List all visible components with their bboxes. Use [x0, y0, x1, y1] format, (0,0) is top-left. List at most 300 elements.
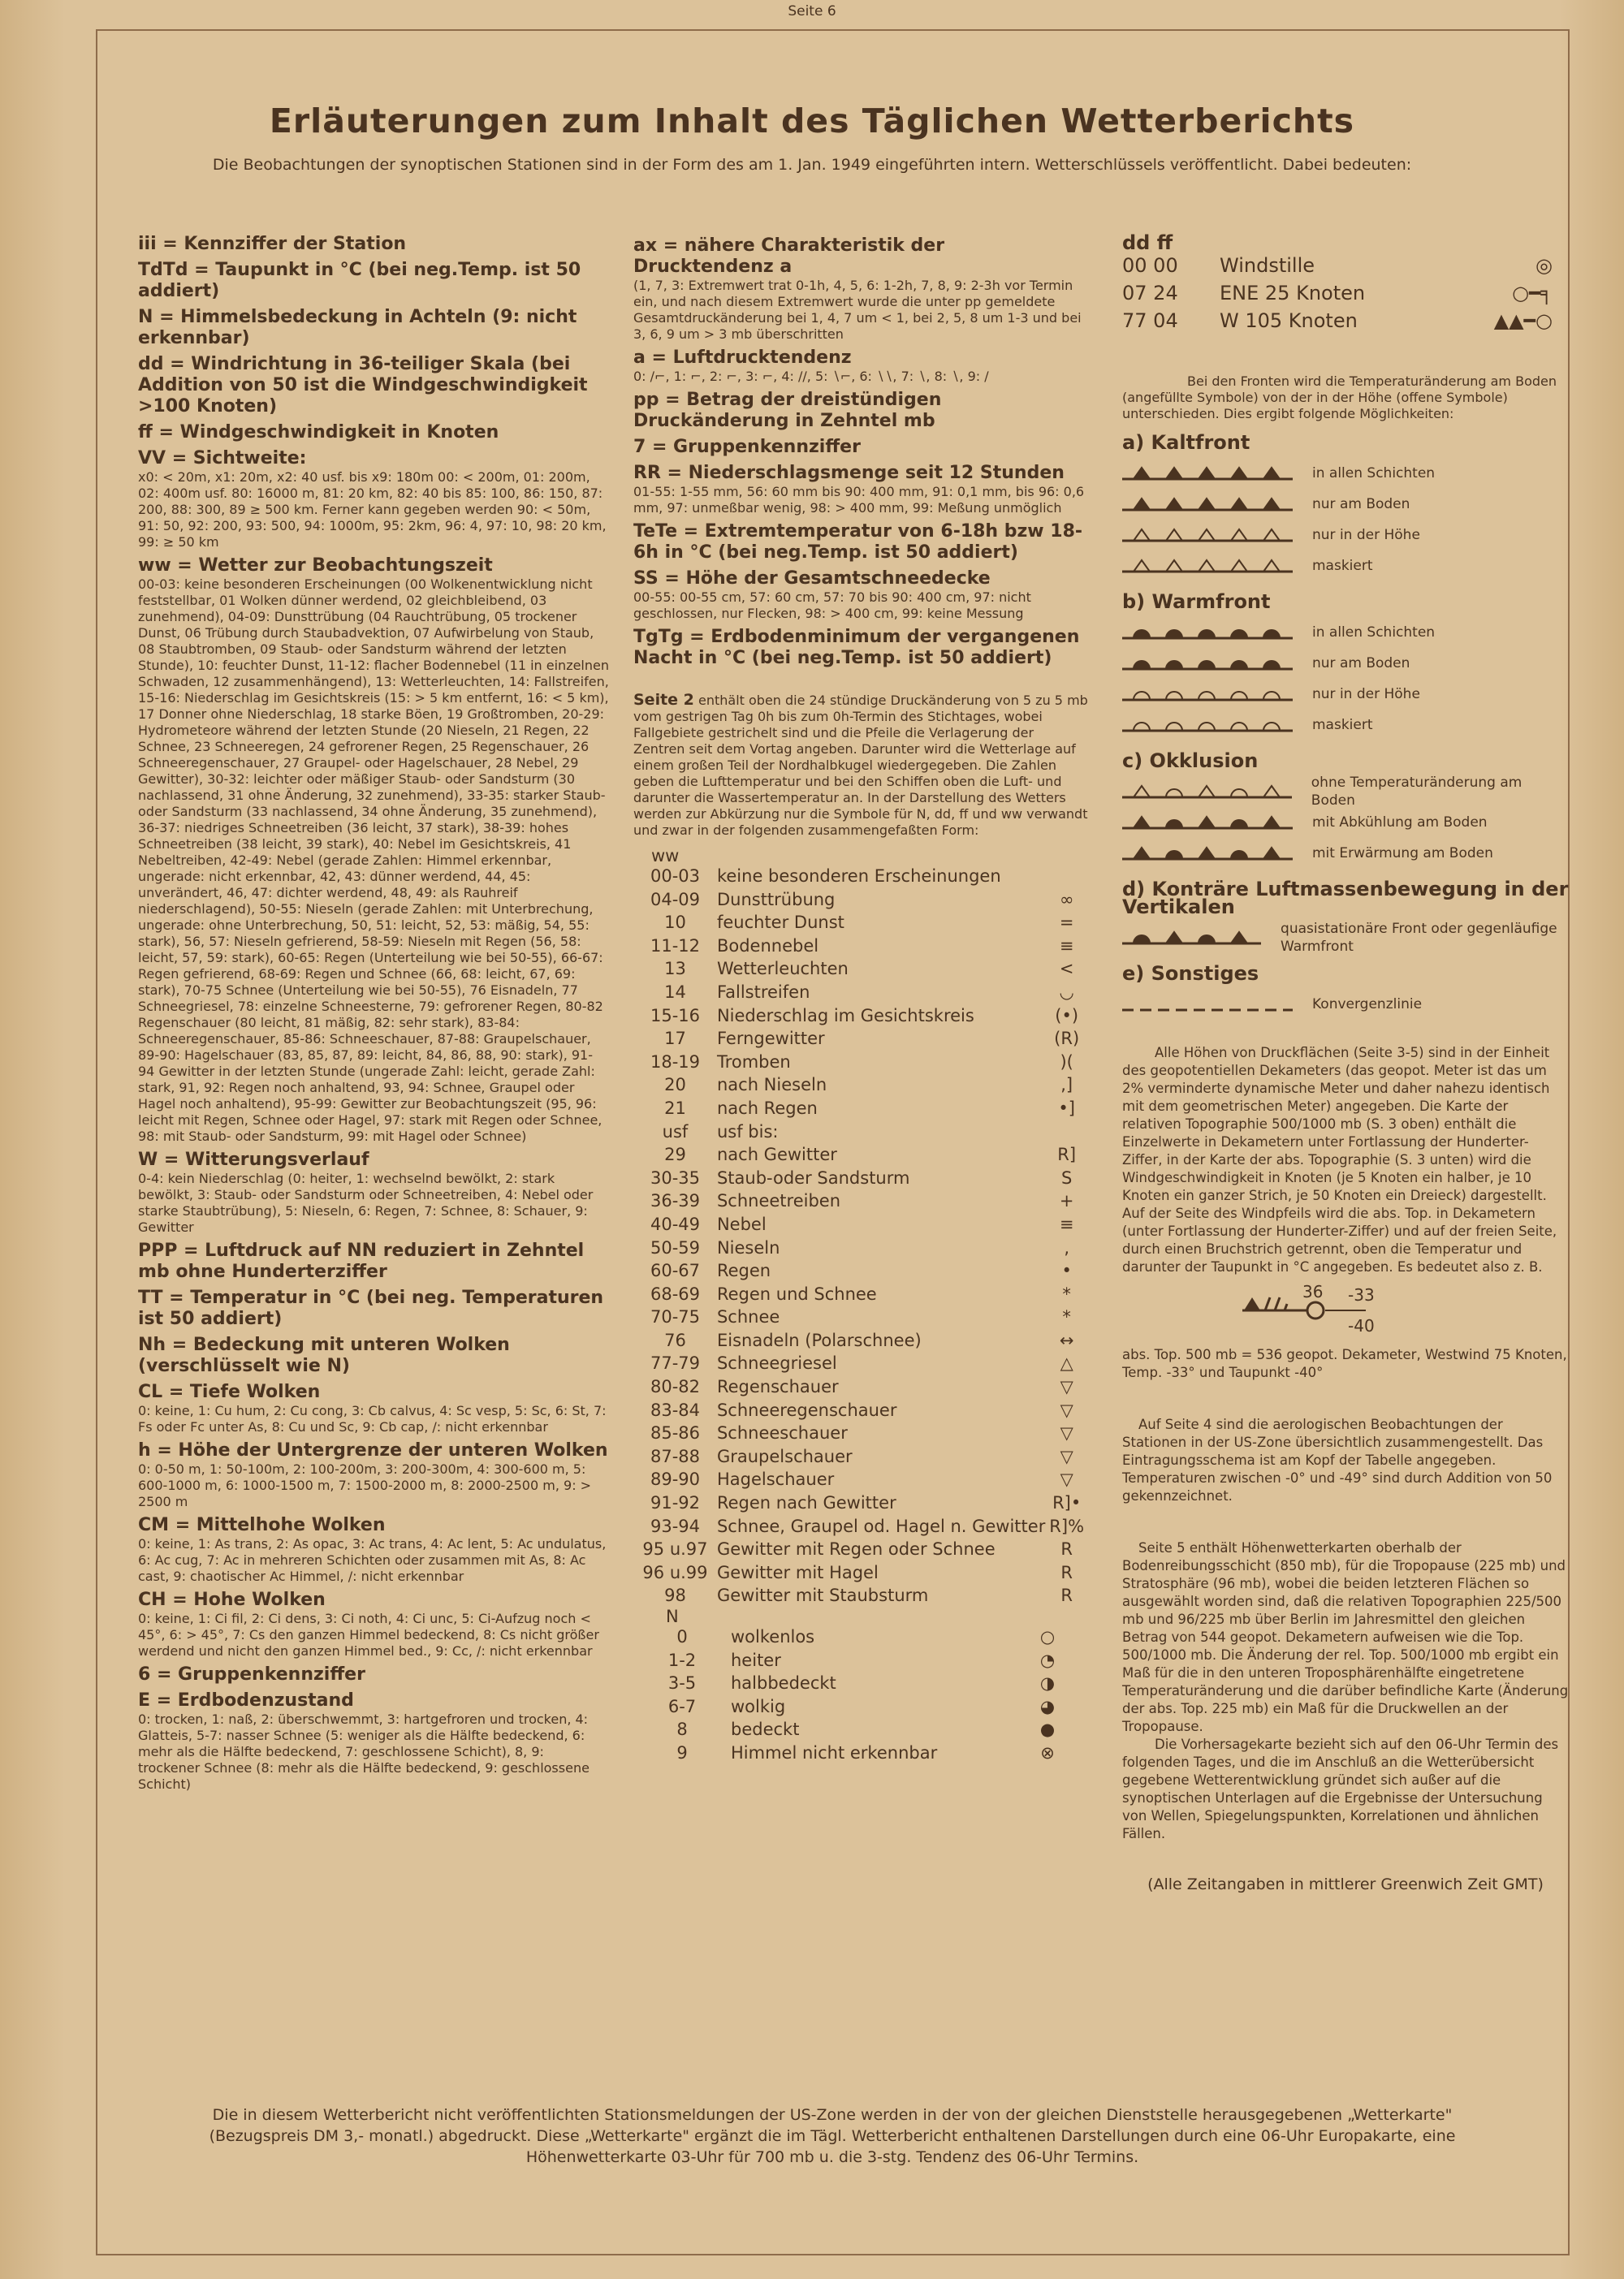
entry-heading: CM = Mittelhohe Wolken — [138, 1515, 386, 1535]
ww-row — [633, 981, 1088, 1004]
entry-heading: a = Luftdrucktendenz — [633, 347, 852, 368]
front-label: maskiert — [1312, 558, 1373, 574]
n-row-code: 0 — [676, 1627, 688, 1647]
ww-row — [633, 1352, 1088, 1375]
ww-row-desc: feuchter Dunst — [716, 913, 844, 933]
hoehen-paragraph: Alle Höhen von Druckflächen (Seite 3-5) sind in der Einheit des geopotentiellen Dekameters (das geopot. Meter ist das um 2% verminderte dynamische Meter und daher nahezu identisch mit dem geometrischen Meter) angegeben. Die Karte der relativen Topographie 500/1000 mb (S. 3 oben) enthält die Einzelwerte in Dekametern unter Fortlassung der Hunderter-Ziffer, in der Karte der abs. Topographie (S. 3 unten) wird die Windgeschwindigkeit in Knoten (je 5 Knoten ein halber, je 10 Knoten ein ganzer Strich, je 50 Knoten ein Dreieck) dargestellt. Auf der Seite des Windpfeils wird die abs. Top. in Dekametern (unter Fortlassung der Hunderter-Ziffer) und auf der freien Seite, durch einen Bruchstrich getrennt, oben die Temperatur und darunter der Taupunkt in °C angegeben. Es bedeutet also z. B. — [1122, 1045, 1557, 1275]
front-row — [1122, 489, 1569, 520]
ddff-symbol: ◎ — [1535, 254, 1553, 277]
ww-row-sym — [1045, 1120, 1088, 1144]
ww-row-sym: ▽ — [1060, 1400, 1073, 1420]
entry — [633, 390, 1088, 432]
front-symbol — [1122, 779, 1292, 804]
ww-row-code: 68-69 — [650, 1284, 700, 1304]
entry — [138, 1150, 609, 1236]
ww-row — [633, 934, 1088, 958]
ww-row-desc: Niederschlag im Gesichtskreis — [716, 1005, 974, 1025]
entry-heading: TT = Temperatur in °C (bei neg. Temperaturen ist 50 addiert) — [138, 1288, 604, 1329]
ww-row-desc: Schneegriesel — [716, 1353, 837, 1374]
ww-row-code: 87-88 — [650, 1446, 700, 1466]
entry — [138, 1590, 609, 1660]
ww-row-sym: R] — [1057, 1145, 1077, 1165]
n-row-code: 6-7 — [667, 1696, 697, 1716]
n-row-desc: wolkenlos — [731, 1627, 815, 1647]
ww-row-sym: • — [1061, 1261, 1072, 1281]
ww-row — [633, 1538, 1088, 1561]
entry-text: 0: keine, 1: Cu hum, 2: Cu cong, 3: Cb calvus, 4: Sc vesp, 5: Sc, 6: St, 7: Fs oder Fc unter As, 8: Cu und Sc, 9: Cb cap, /: nicht erkennbar — [138, 1403, 607, 1435]
entry-text: (1, 7, 3: Extremwert trat 0-1h, 4, 5, 6: 1-2h, 7, 8, 9: 2-3h vor Termin ein, und nach diesem Extremwert wurde die unter pp gemeldete Gesamtdruckänderung bei 1, 4, 7 um < 1, bei 2, 5, 8 um 1-3 und bei 3, 6, 9 um > 3 mb überschritten — [633, 278, 1082, 342]
front-row — [1122, 520, 1569, 550]
ww-row-sym: R — [1060, 1562, 1073, 1582]
ww-row-code: 98 — [664, 1586, 686, 1606]
ww-row — [633, 1167, 1088, 1190]
ww-row-code: usf — [662, 1121, 689, 1142]
n-row-sym: ◕ — [1039, 1696, 1056, 1716]
ddff-row — [1122, 279, 1553, 307]
front-label: ohne Temperaturänderung am Boden — [1311, 775, 1522, 809]
ww-row-sym: * — [1062, 1307, 1071, 1327]
ww-row — [633, 957, 1088, 981]
entry-heading: TgTg = Erdbodenminimum der vergangenen Nacht in °C (bei neg.Temp. ist 50 addiert) — [633, 627, 1080, 668]
column-middle-entries — [633, 235, 1088, 669]
front-label: maskiert — [1312, 717, 1373, 733]
ww-row-desc: Staub-oder Sandsturm — [716, 1168, 910, 1188]
ddff-code: 07 24 — [1122, 282, 1178, 304]
n-row — [633, 1672, 1072, 1695]
n-row — [633, 1718, 1072, 1742]
time-note: (Alle Zeitangaben in mittlerer Greenwich Zeit GMT) — [1147, 1875, 1544, 1893]
ddff-code: 00 00 — [1122, 254, 1178, 277]
ww-row-desc: Hagelschauer — [716, 1470, 835, 1490]
ww-row-desc: Ferngewitter — [716, 1029, 825, 1049]
entry-heading: ax = nähere Charakteristik der Drucktendenz a — [633, 235, 945, 277]
seite4-paragraph: Auf Seite 4 sind die aerologischen Beobachtungen der Stationen in der US-Zone übersichtlich zusammengestellt. Das Eintragungsschema ist am Kopf der Tabelle angegeben. Temperaturen zwischen -0° und -49° sind durch Addition von 50 gekennzeichnet. — [1122, 1417, 1553, 1504]
ww-row-code: 96 u.99 — [642, 1562, 708, 1582]
ww-row-desc: Wetterleuchten — [716, 959, 849, 979]
front-group-title: a) Kaltfront — [1122, 431, 1250, 454]
ww-row-desc: Bodennebel — [716, 935, 819, 956]
ww-row-desc: Regenschauer — [716, 1377, 839, 1397]
ww-row-sym: + — [1059, 1191, 1074, 1211]
n-row-sym: ◑ — [1039, 1673, 1056, 1694]
ww-row — [633, 1491, 1088, 1515]
ww-row-desc: Fallstreifen — [716, 982, 810, 1002]
entry-text: 01-55: 1-55 mm, 56: 60 mm bis 90: 400 mm, 91: 0,1 mm, bis 96: 0,6 mm, 97: unmeßbar wenig, 98: > 400 mm, 99: Meßung unmöglich — [633, 484, 1085, 516]
ww-row-sym: R]% — [1049, 1516, 1085, 1536]
ddff-symbol: ○━╕ — [1512, 282, 1553, 304]
ww-row-code: 20 — [664, 1075, 686, 1095]
ww-row — [633, 1329, 1088, 1353]
n-row — [633, 1649, 1072, 1673]
ww-row — [633, 1283, 1088, 1306]
ww-row — [633, 1584, 1088, 1608]
front-row — [1122, 679, 1569, 710]
ddff-row — [1122, 307, 1553, 335]
ww-row-code: 00-03 — [650, 866, 700, 886]
ddff-name: Windstille — [1220, 254, 1315, 277]
front-symbol — [1122, 651, 1293, 675]
front-row — [1122, 458, 1569, 489]
ww-row-desc: Gewitter mit Hagel — [716, 1562, 879, 1582]
ww-row-code: 29 — [664, 1145, 686, 1165]
subtitle: Die Beobachtungen der synoptischen Stationen sind in der Form des am 1. Jan. 1949 eingeführten intern. Wetterschlüssels veröffentlicht. Dabei bedeuten: — [212, 156, 1412, 174]
ww-row-sym: = — [1059, 913, 1074, 933]
front-row — [1122, 989, 1569, 1020]
entry-heading: TdTd = Taupunkt in °C (bei neg.Temp. ist 50 addiert) — [138, 260, 581, 301]
example-wind-symbol — [1122, 1281, 1366, 1341]
front-row — [1122, 838, 1569, 869]
front-group-title: b) Warmfront — [1122, 590, 1271, 613]
ww-row-sym: S — [1061, 1168, 1073, 1188]
ww-row-code: 15-16 — [650, 1005, 700, 1025]
ww-row — [633, 1422, 1088, 1445]
front-row — [1122, 648, 1569, 679]
entry-heading: ff = Windgeschwindigkeit in Knoten — [138, 422, 499, 442]
entry-heading: CL = Tiefe Wolken — [138, 1382, 321, 1402]
ww-row-sym: ≡ — [1059, 935, 1074, 956]
ww-row-desc: keine besonderen Erscheinungen — [716, 866, 1001, 886]
ww-row — [633, 865, 1088, 888]
example-text: abs. Top. 500 mb = 536 geopot. Dekameter, Westwind 75 Knoten, Temp. -33° und Taupunkt -40° — [1122, 1347, 1567, 1380]
entry — [138, 422, 609, 443]
n-row-desc: Himmel nicht erkennbar — [731, 1742, 938, 1763]
n-row — [633, 1742, 1072, 1765]
ww-row — [633, 1097, 1088, 1120]
n-row-code: 9 — [676, 1742, 688, 1763]
column-middle — [633, 235, 1088, 1765]
entry-heading: VV = Sichtweite: — [138, 448, 307, 468]
ww-row-sym: •] — [1058, 1098, 1075, 1118]
entry — [633, 463, 1088, 516]
ww-row-code: 83-84 — [650, 1400, 700, 1420]
n-row-desc: heiter — [731, 1650, 781, 1670]
front-row — [1122, 710, 1569, 740]
ww-row — [633, 888, 1088, 912]
example-height: 36 — [1302, 1282, 1324, 1301]
ww-row-code: 13 — [664, 959, 686, 979]
entry-heading: PPP = Luftdruck auf NN reduziert in Zehntel mb ohne Hunderterziffer — [138, 1241, 585, 1282]
ddff-row — [1122, 252, 1553, 279]
ww-row-sym: △ — [1060, 1353, 1073, 1374]
ww-row-code: 11-12 — [650, 935, 700, 956]
entry-text: 0: ∕⌐, 1: ⌐, 2: ⌐, 3: ⌐, 4: ∕∕, 5: ∖⌐, 6: ∖∖, 7: ∖, 8: ∖, 9: ∕ — [633, 369, 989, 384]
entry-heading: TeTe = Extremtemperatur von 6-18h bzw 18-6h in °C (bei neg.Temp. ist 50 addiert) — [633, 521, 1083, 563]
front-label: Konvergenzlinie — [1312, 996, 1423, 1012]
ww-row-desc: Regen und Schnee — [716, 1284, 877, 1304]
ww-row — [633, 911, 1088, 934]
ww-row-code: 76 — [664, 1330, 686, 1350]
entry-text: 0: trocken, 1: naß, 2: überschwemmt, 3: hartgefroren und trocken, 4: Glatteis, 5-7: nasser Schnee (5: weniger als die Hälfte bedeckend, 6: mehr als die Hälfte bedeckend, 7: geschlossene Schicht), 8, 9: trockener Schnee (8: mehr als die Hälfte bedeckend, 9: geschlossene Schicht) — [138, 1711, 590, 1792]
ww-row-desc: nach Gewitter — [716, 1145, 837, 1165]
entry — [138, 1382, 609, 1435]
seite2-text: enthält oben die 24 stündige Druckänderung von 5 zu 5 mb vom gestrigen Tag 0h bis zum 0h-Termin des Stichtages, wobei Fallgebiete gestrichelt sind und die Pfeile die Verlagerung der Zentren seit dem Vortag angeben. Darunter wird die Wetterlage auf einem großen Teil der Nordhalbkugel wiedergegeben. Die Zahlen geben die Lufttemperatur und bei den Schiffen oben die Luft- und darunter die Wassertemperatur an. In der Darstellung des Wetters werden zur Abkürzung nur die Symbole für N, dd, ff und ww verwandt und zwar in der folgenden zusammengefaßten Form: — [633, 693, 1088, 838]
entry — [138, 1515, 609, 1585]
front-row — [1122, 807, 1569, 838]
ww-row-code: 80-82 — [650, 1377, 700, 1397]
ww-header: ww — [651, 846, 680, 865]
ww-row-code: 70-75 — [650, 1307, 700, 1327]
ww-row-sym: ≡ — [1059, 1214, 1074, 1234]
example-temp: -33 — [1348, 1285, 1375, 1305]
n-row — [633, 1695, 1072, 1719]
ww-row-sym: , — [1064, 1237, 1070, 1258]
ww-row — [633, 1375, 1088, 1399]
ww-row-code: 85-86 — [650, 1423, 700, 1444]
ww-row-desc: usf bis: — [716, 1121, 779, 1142]
entry-text: 0: keine, 1: Ci fil, 2: Ci dens, 3: Ci noth, 4: Ci unc, 5: Ci-Aufzug noch < 45°, 6: > 45°, 7: Cs den ganzen Himmel bedeckend, 8: Cs nicht größer werdend und nicht den ganzen Himmel bed., 9: Cc, /: nicht erkennbar — [138, 1611, 599, 1659]
ww-row — [633, 1120, 1088, 1144]
n-row-desc: bedeckt — [731, 1720, 800, 1740]
entry-heading: E = Erdbodenzustand — [138, 1690, 354, 1711]
entry-heading: Nh = Bedeckung mit unteren Wolken (verschlüsselt wie N) — [138, 1335, 510, 1376]
footer-note: Die in diesem Wetterbericht nicht veröffentlichten Stationsmeldungen der US-Zone werden in der von der gleichen Dienststelle herausgegebenen „Wetterkarte" (Bezugspreis DM 3,- monatl.) abgedruckt. Diese „Wetterkarte" ergänzt die im Tägl. Wetterbericht enthaltenen Darstellungen durch eine 06-Uhr Europakarte, eine Höhenwetterkarte 03-Uhr für 700 mb u. die 3-stg. Tendenz des 06-Uhr Termins. — [209, 2106, 1456, 2166]
ww-row — [633, 1004, 1088, 1028]
entry-heading: iii = Kennziffer der Station — [138, 234, 407, 254]
column-right — [1122, 231, 1569, 1893]
n-row-sym: ○ — [1039, 1627, 1056, 1647]
front-label: nur in der Höhe — [1312, 686, 1420, 702]
front-label: nur am Boden — [1312, 496, 1410, 512]
ww-row — [633, 1143, 1088, 1167]
ww-row — [633, 1306, 1088, 1329]
ww-row-code: 18-19 — [650, 1051, 700, 1072]
ww-row-sym — [1045, 865, 1088, 888]
example-dew: -40 — [1348, 1316, 1375, 1336]
front-symbol — [1122, 492, 1293, 516]
entry — [138, 354, 609, 417]
entry — [138, 1335, 609, 1377]
entry-heading: pp = Betrag der dreistündigen Druckänderung in Zehntel mb — [633, 390, 942, 431]
ww-row-sym: (R) — [1054, 1029, 1080, 1049]
front-row — [1122, 550, 1569, 581]
ww-row — [633, 1073, 1088, 1097]
entry-text: 0-4: kein Niederschlag (0: heiter, 1: wechselnd bewölkt, 2: stark bewölkt, 3: Staub- oder Sandsturm oder Schneetreiben, 4: Nebel oder starke Staubtrübung), 5: Nieseln, 6: Regen, 7: Schnee, 8: Schauer, 9: Gewitter — [138, 1171, 594, 1235]
ww-row-desc: Tromben — [716, 1051, 791, 1072]
ww-row-desc: nach Regen — [716, 1098, 818, 1118]
entry-heading: ww = Wetter zur Beobachtungszeit — [138, 555, 493, 576]
ww-row — [633, 1561, 1088, 1585]
entry-text: 0: keine, 1: As trans, 2: As opac, 3: Ac trans, 4: Ac lent, 5: Ac undulatus, 6: Ac cug, 7: Ac in mehreren Schichten oder zusammen mit As, 8: Ac cast, 9: chaotischer Ac Himmel, /: nicht erkennbar — [138, 1536, 607, 1584]
front-label: nur am Boden — [1312, 655, 1410, 671]
ww-row-code: 91-92 — [650, 1493, 700, 1513]
front-symbol — [1122, 926, 1261, 950]
entry-heading: SS = Höhe der Gesamtschneedecke — [633, 568, 991, 589]
ww-row-code: 30-35 — [650, 1168, 700, 1188]
n-table — [633, 1625, 1072, 1765]
front-symbol — [1122, 713, 1293, 737]
front-group-title: d) Konträre Luftmassenbewegung in der Vertikalen — [1122, 878, 1569, 918]
ww-row-desc: Schnee, Graupel od. Hagel n. Gewitter — [716, 1516, 1046, 1536]
entry — [633, 521, 1088, 563]
n-row-desc: halbbedeckt — [731, 1673, 836, 1694]
front-symbol — [1122, 682, 1293, 706]
entry-heading: CH = Hohe Wolken — [138, 1590, 326, 1610]
ww-row-code: 95 u.97 — [642, 1539, 708, 1560]
ww-row-code: 60-67 — [650, 1261, 700, 1281]
front-symbol — [1122, 841, 1293, 865]
entry — [633, 568, 1088, 622]
entry-text: 00-55: 00-55 cm, 57: 60 cm, 57: 70 bis 90: 400 cm, 97: nicht geschlossen, nur Flecken, 98: > 400 cm, 99: keine Messung — [633, 589, 1031, 621]
ww-row-code: 17 — [664, 1029, 686, 1049]
n-row-desc: wolkig — [731, 1696, 786, 1716]
seite2-paragraph — [633, 692, 1088, 839]
entry — [138, 555, 609, 1145]
ww-row-code: 77-79 — [650, 1353, 700, 1374]
ww-row-code: 40-49 — [650, 1214, 700, 1234]
page-title: Erläuterungen zum Inhalt des Täglichen Wetterberichts — [269, 101, 1355, 140]
entry — [138, 260, 609, 302]
ww-row-desc: Graupelschauer — [716, 1446, 853, 1466]
ww-row-sym: ▽ — [1060, 1377, 1073, 1397]
entry — [138, 448, 609, 550]
front-row — [1122, 617, 1569, 648]
ww-row — [633, 1468, 1088, 1491]
front-symbol — [1122, 461, 1293, 486]
entry-heading: 6 = Gruppenkennziffer — [138, 1664, 365, 1685]
entry — [633, 347, 1088, 385]
ww-row-desc: Schneeschauer — [716, 1423, 848, 1444]
ww-row-desc: Schnee — [716, 1307, 780, 1327]
ww-row — [633, 1399, 1088, 1422]
entry-heading: RR = Niederschlagsmenge seit 12 Stunden — [633, 463, 1065, 483]
n-row-sym: ◔ — [1039, 1650, 1056, 1670]
page-number: Seite 6 — [788, 3, 836, 19]
entry — [138, 1440, 609, 1510]
entry — [138, 1664, 609, 1686]
entry-heading: h = Höhe der Untergrenze der unteren Wolken — [138, 1440, 608, 1461]
ww-table — [633, 865, 1088, 1608]
n-row-sym: ● — [1039, 1720, 1056, 1740]
ww-row-code: 21 — [664, 1098, 686, 1118]
front-symbol — [1122, 523, 1293, 547]
ww-row-desc: nach Nieseln — [716, 1075, 827, 1095]
ddff-name: W 105 Knoten — [1220, 309, 1358, 332]
ww-row — [633, 1259, 1088, 1283]
ww-row-desc: Nebel — [716, 1214, 767, 1234]
ww-row-sym: ∞ — [1059, 889, 1074, 909]
ww-row-code: 36-39 — [650, 1191, 700, 1211]
ww-row-desc: Schneetreiben — [716, 1191, 841, 1211]
ww-row-desc: Schneeregenschauer — [716, 1400, 897, 1420]
ww-row-sym: ↔ — [1059, 1330, 1074, 1350]
n-row-code: 1-2 — [667, 1650, 697, 1670]
entry — [138, 1288, 609, 1330]
front-row — [1122, 776, 1569, 807]
ww-row-sym: ▽ — [1060, 1470, 1073, 1490]
ww-row — [633, 1213, 1088, 1237]
n-header: N — [666, 1607, 679, 1626]
entry — [138, 1690, 609, 1793]
ww-row-desc: Eisnadeln (Polarschnee) — [716, 1330, 922, 1350]
entry-heading: 7 = Gruppenkennziffer — [633, 437, 861, 457]
entry — [633, 437, 1088, 458]
ww-row-desc: Gewitter mit Regen oder Schnee — [716, 1539, 996, 1560]
entry-heading: dd = Windrichtung in 36-teiliger Skala (bei Addition von 50 ist die Windgeschwindigkeit >100 Knoten) — [138, 354, 588, 417]
front-symbol — [1122, 554, 1293, 578]
ww-row-code: 10 — [664, 913, 686, 933]
ww-row — [633, 1237, 1088, 1260]
ddff-symbol: ▲▲━○ — [1493, 309, 1553, 332]
ww-row-sym: R — [1060, 1539, 1073, 1560]
ww-row-desc: Regen nach Gewitter — [716, 1493, 896, 1513]
ww-row-desc: Gewitter mit Staubsturm — [716, 1586, 929, 1606]
fronts-intro: Bei den Fronten wird die Temperaturänderung am Boden (angefüllte Symbole) von der in der Höhe (offene Symbole) unterschieden. Dies ergibt folgende Möglichkeiten: — [1122, 373, 1557, 421]
entry — [138, 1241, 609, 1283]
fronts-legend — [1122, 431, 1569, 1020]
front-symbol — [1122, 810, 1293, 835]
vorhersage-paragraph: Die Vorhersagekarte bezieht sich auf den 06-Uhr Termin des folgenden Tages, und die im Anschluß an die Wetterübersicht gegebene Wetterentwicklung gründet sich außer auf die synoptischen Unterlagen auf die Ergebnisse der Untersuchung von Wellen, Spiegelungspunkten, Korrelationen und ähnlichen Fällen. — [1122, 1737, 1559, 1841]
entry — [633, 235, 1088, 343]
front-label: in allen Schichten — [1312, 624, 1436, 641]
ww-row-code: 04-09 — [650, 889, 700, 909]
front-label: mit Erwärmung am Boden — [1312, 845, 1493, 861]
ww-row-code: 89-90 — [650, 1470, 700, 1490]
n-row-sym: ⊗ — [1040, 1742, 1055, 1763]
seite2-title: Seite 2 — [633, 691, 694, 709]
ww-row-code: 14 — [664, 982, 686, 1002]
entry — [138, 307, 609, 349]
n-row-code: 3-5 — [667, 1673, 697, 1694]
ww-row-desc: Regen — [716, 1261, 771, 1281]
front-label: in allen Schichten — [1312, 465, 1436, 481]
ww-row-sym: ◡ — [1059, 982, 1074, 1002]
ww-row-sym: < — [1059, 959, 1074, 979]
ww-row-sym: * — [1062, 1284, 1071, 1304]
ww-row-code: 93-94 — [650, 1516, 700, 1536]
ww-row — [633, 1445, 1088, 1469]
ww-row-sym: R]• — [1052, 1493, 1082, 1513]
front-group-title: c) Okklusion — [1122, 749, 1259, 772]
ww-row — [633, 1027, 1088, 1051]
seite5-paragraph: Seite 5 enthält Höhenwetterkarten oberhalb der Bodenreibungsschicht (850 mb), für die Tropopause (225 mb) und Stratosphäre (96 mb), wobei die beiden letzteren Flächen so ausgewählt worden sind, daß die relativen Topographien 225/500 mb und 96/225 mb über Berlin im Jahresmittel den gleichen Betrag von 544 geopot. Dekametern aufweisen wie die Top. 500/1000 mb. Die Änderung der rel. Top. 500/1000 mb ergibt ein Maß für die in den unteren Troposphärenhälfte eingetretene Temperaturänderung und die darüber befindliche Karte (Änderung der abs. Top. 225 mb) ein Maß für die Druckwellen an der Tropopause. — [1122, 1540, 1569, 1734]
ddff-code: 77 04 — [1122, 309, 1178, 332]
column-left — [138, 234, 609, 1798]
ww-row-sym: R — [1060, 1586, 1073, 1606]
ddff-header: dd ff — [1122, 231, 1173, 254]
front-label: quasistationäre Front oder gegenläufige Warmfront — [1281, 921, 1557, 955]
ww-row-sym: )( — [1060, 1051, 1073, 1072]
front-row — [1122, 922, 1569, 953]
front-symbol — [1122, 992, 1293, 1016]
ww-row-sym: (•) — [1055, 1005, 1079, 1025]
ww-row — [633, 1515, 1088, 1539]
ddff-table — [1122, 252, 1553, 335]
ww-row-code: 50-59 — [650, 1237, 700, 1258]
entry-text: 0: 0-50 m, 1: 50-100m, 2: 100-200m, 3: 200-300m, 4: 300-600 m, 5: 600-1000 m, 6: 1000-1500 m, 7: 1500-2000 m, 8: 2000-2500 m, 9: > 2500 m — [138, 1461, 592, 1509]
n-row — [633, 1625, 1072, 1649]
entry-text: 00-03: keine besonderen Erscheinungen (00 Wolkenentwicklung nicht feststellbar, 01 Wolken dünner werdend, 02 gleichbleibend, 03 zunehmend), 04-09: Dunsttrübung (04 Rauchtrübung, 05 trockener Dunst, 06 Trübung durch Staubadvektion, 07 Aufwirbelung von Staub, 08 Staubtromben, 09 Staub- oder Sandsturm während der letzten Stunde), 10: feuchter Dunst, 11-12: flacher Bodennebel (11 in einzelnen Schwaden, 12 zusammenhängend), 13: Wetterleuchten, 14: Fallstreifen, 15-16: Niederschlag im Gesichtskreis (15: > 5 km entfernt, 16: < 5 km), 17 Donner ohne Niederschlag, 18 starke Böen, 19 Großtromben, 20-29: Hydrometeore während der letzten Stunde (20 Nieseln, 21 Regen, 22 Schnee, 23 Schneeregen, 24 gefrorener Regen, 25 Regenschauer, 26 Schneeregenschauer, 27 Graupel- oder Hagelschauer, 28 Nebel, 29 Gewitter), 30-32: leichter oder mäßiger Staub- oder Sandsturm (30 nachlassend, 31 ohne Änderung, 32 zunehmend), 33-35: starker Staub- oder Sandsturm (33 nachlassend, 34 ohne Änderung, 35 zunehmend), 36-37: niedriges Schneetreiben (36 leicht, 37 stark), 38-39: hohes Schneetreiben (38 leicht, 39 stark), 40: Nebel im Gesichtskreis, 41 Nebeltreiben, 42-49: Nebel (gerade Zahlen: Himmel erkennbar, ungerade: nicht erkennbar, 42, 43: dünner werdend, 44, 45: unverändert, 46, 47: dichter werdend, 48, 49: als Rauhreif niederschlagend), 50-55: Nieseln (gerade Zahlen: mit Unterbrechung, ungerade: ohne Unterbrechung, 50, 51: leicht, 52, 53: mäßig, 54, 55: stark), 56, 57: Nieseln gefrierend, 58-59: Nieseln mit Regen (56, 58: leicht, 57, 59: stark), 60-65: Regen (Unterteilung wie bei 50-55), 66-67: Regen gefrierend, 68-69: Regen und Schnee (66, 68: leicht, 67, 69: stark), 70-75 Schnee (Unterteilung wie bei 50-55), 76 Eisnadeln, 77 Schneegriesel, 78: einzelne Schneesterne, 79: gefrorener Regen, 80-82 Regenschauer (80 leicht, 81 mäßig, 82: sehr stark), 83-84: Schneeregenschauer, 85-86: Schneeschauer, 87-88: Graupelschauer, 89-90: Hagelschauer (83, 85, 87, 89: leicht, 84, 86, 88, 90: stark), 91-94 Gewitter in der letzten Stunde (ungerade Zahl: leicht, gerade Zahl: stark, 91, 92: Regen noch anhaltend, 93, 94: Schnee, Graupel oder Hagel noch anhaltend), 95-99: Gewitter zur Beobachtungszeit (95, 96: leicht mit Regen, Schnee oder Hagel, 97: stark mit Regen oder Schnee, 98: mit Staub- oder Sandsturm, 99: mit Hagel oder Schnee) — [138, 576, 609, 1144]
entry — [138, 234, 609, 255]
entry-heading: N = Himmelsbedeckung in Achteln (9: nicht erkennbar) — [138, 307, 577, 348]
front-label: mit Abkühlung am Boden — [1312, 814, 1488, 831]
ww-row — [633, 1189, 1088, 1213]
front-symbol — [1122, 620, 1293, 645]
ww-row-desc: Dunsttrübung — [716, 889, 836, 909]
ww-row — [633, 1051, 1088, 1074]
ww-row-sym: ▽ — [1060, 1423, 1073, 1444]
front-label: nur in der Höhe — [1312, 527, 1420, 543]
front-group-title: e) Sonstiges — [1122, 962, 1259, 985]
ww-row-desc: Nieseln — [716, 1237, 780, 1258]
ww-row-sym: ,] — [1060, 1075, 1073, 1095]
example-station — [1122, 1281, 1569, 1341]
entry-heading: W = Witterungsverlauf — [138, 1150, 369, 1170]
entry — [633, 627, 1088, 669]
entry-text: x0: < 20m, x1: 20m, x2: 40 usf. bis x9: 180m 00: < 200m, 01: 200m, 02: 400m usf. 80: 16000 m, 81: 20 km, 82: 40 bis 85: 100, 86: 150, 87: 200, 88: 300, 89 ≥ 500 km. Ferner kann gegeben werden 90: < 50m, 91: 50, 92: 200, 93: 500, 94: 1000m, 95: 2km, 96: 4, 97: 10, 98: 20 km, 99: ≥ 50 km — [138, 469, 607, 550]
ww-row-sym: ▽ — [1060, 1446, 1073, 1466]
ddff-name: ENE 25 Knoten — [1220, 282, 1366, 304]
n-row-code: 8 — [676, 1720, 688, 1740]
